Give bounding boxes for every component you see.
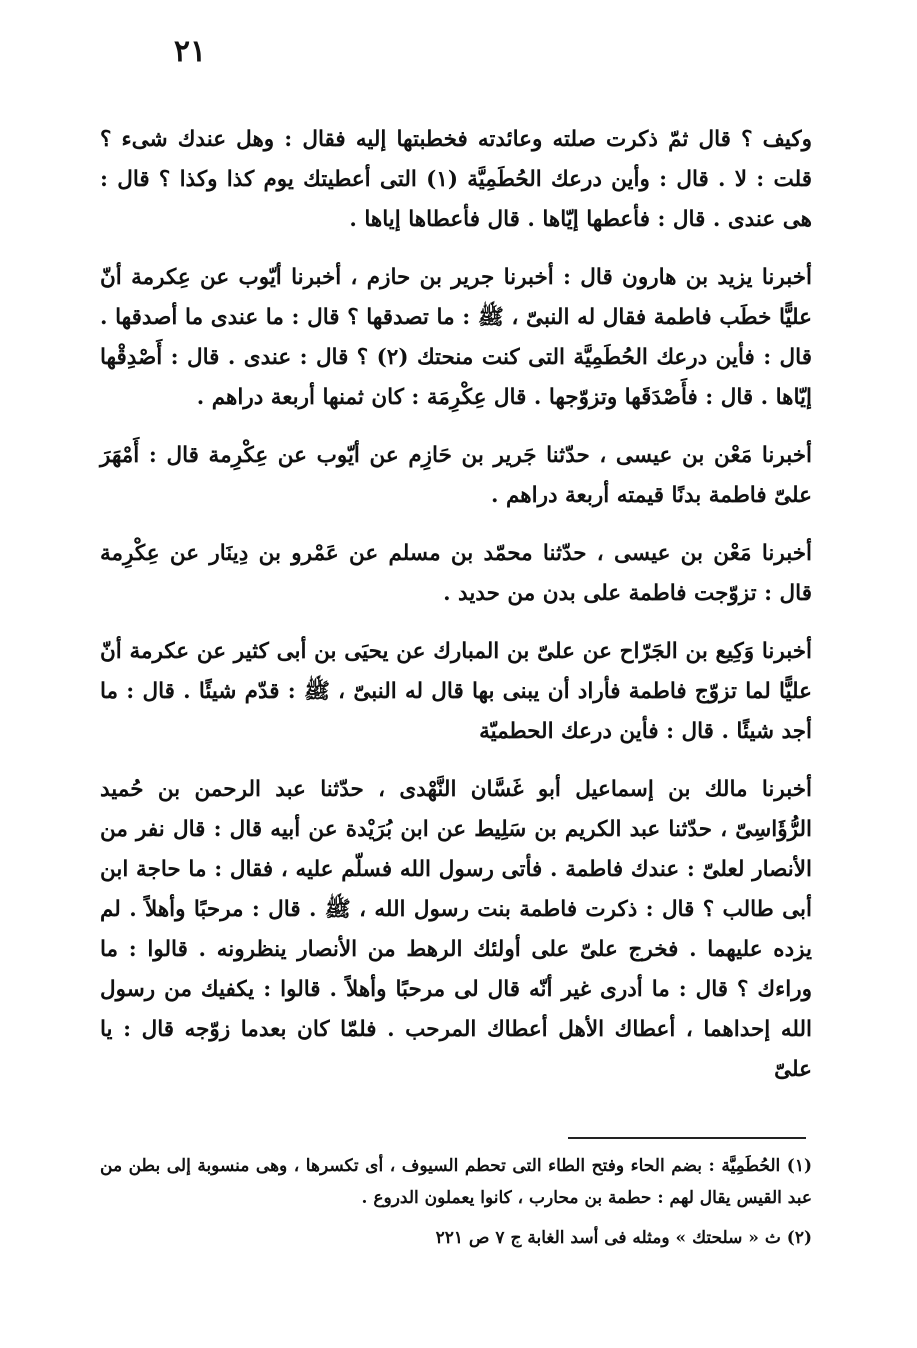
footnotes <box>100 1150 812 1262</box>
footnote-2: (٢) ث « سلحتك » ومثله فى أسد الغابة ج ٧ ص ٢٢١ <box>435 1228 812 1248</box>
paragraph: أخبرنا وَكِيع بن الجَرّاح عن علىّ بن المبارك عن يحيَى بن أبى كثير عن عكرمة أنّ عليًّا لما تزوّج فاطمة فأراد أن يبنى بها قال له النبىّ ، ﷺ : قدّم شيئًا . قال : ما أجد شيئًا . قال : فأين درعك الحطميّة <box>100 639 812 744</box>
paragraph: وكيف ؟ قال ثمّ ذكرت صلته وعائدته فخطبتها إليه فقال : وهل عندك شىء ؟ قلت : لا . قال : وأين درعك الحُطَمِيَّة (١) التى أعطيتك يوم كذا وكذا ؟ قال : هى عندى . قال : فأعطها إيّاها . قال فأعطاها إياها . <box>100 127 813 232</box>
footnote-divider <box>568 1137 806 1139</box>
paragraph: أخبرنا يزيد بن هارون قال : أخبرنا جرير بن حازم ، أخبرنا أيّوب عن عِكرمة أنّ عليًّا خطَب فاطمة فقال له النبىّ ، ﷺ : ما تصدقها ؟ قال : ما عندى ما أصدقها . قال : فأين درعك الحُطَمِيَّة التى كنت منحتك (٢) ؟ قال : عندى . قال : أَصْدِقْها إيّاها . قال : فأَصْدَقَها وتزوّجها . قال عِكْرِمَة : كان ثمنها أربعة دراهم . <box>100 265 813 410</box>
page-number: ٢١ <box>173 34 207 69</box>
footnote-1: (١) الحُطَمِيَّة : بضم الحاء وفتح الطاء التى تحطم السيوف ، أى تكسرها ، وهى منسوبة إلى بطن من عبد القيس يقال لهم : حطمة بن محارب ، كانوا يعملون الدروع . <box>100 1156 812 1208</box>
paragraph: أخبرنا مَعْن بن عيسى ، حدّثنا محمّد بن مسلم عن عَمْرو بن دِينَار عن عِكْرِمة قال : تزوّجت فاطمة على بدن من حديد . <box>100 541 812 606</box>
main-text <box>100 120 812 1108</box>
paragraph: أخبرنا مَعْن بن عيسى ، حدّثنا جَرير بن حَازِم عن أيّوب عن عِكْرِمة قال : أَمْهَرَ علىّ فاطمة بدنًا قيمته أربعة دراهم . <box>100 443 812 508</box>
paragraph: أخبرنا مالك بن إسماعيل أبو غَسَّان النَّهْدى ، حدّثنا عبد الرحمن بن حُميد الرُّؤَاسِىّ ، حدّثنا عبد الكريم بن سَلِيط عن ابن بُرَيْدة عن أبيه قال : قال نفر من الأنصار لعلىّ : عندك فاطمة . فأتى رسول الله فسلّم عليه ، فقال : ما حاجة ابن أبى طالب ؟ قال : ذكرت فاطمة بنت رسول الله ، ﷺ . قال : مرحبًا وأهلاً . لم يزده عليهما . فخرج علىّ على أولئك الرهط من الأنصار ينظرونه . قالوا : ما وراءك ؟ قال : ما أدرى غير أنّه قال لى مرحبًا وأهلاً . قالوا : يكفيك من رسول الله إحداهما ، أعطاك الأهل أعطاك المرحب . فلمّا كان بعدما زوّجه قال : يا علىّ <box>100 777 812 1082</box>
